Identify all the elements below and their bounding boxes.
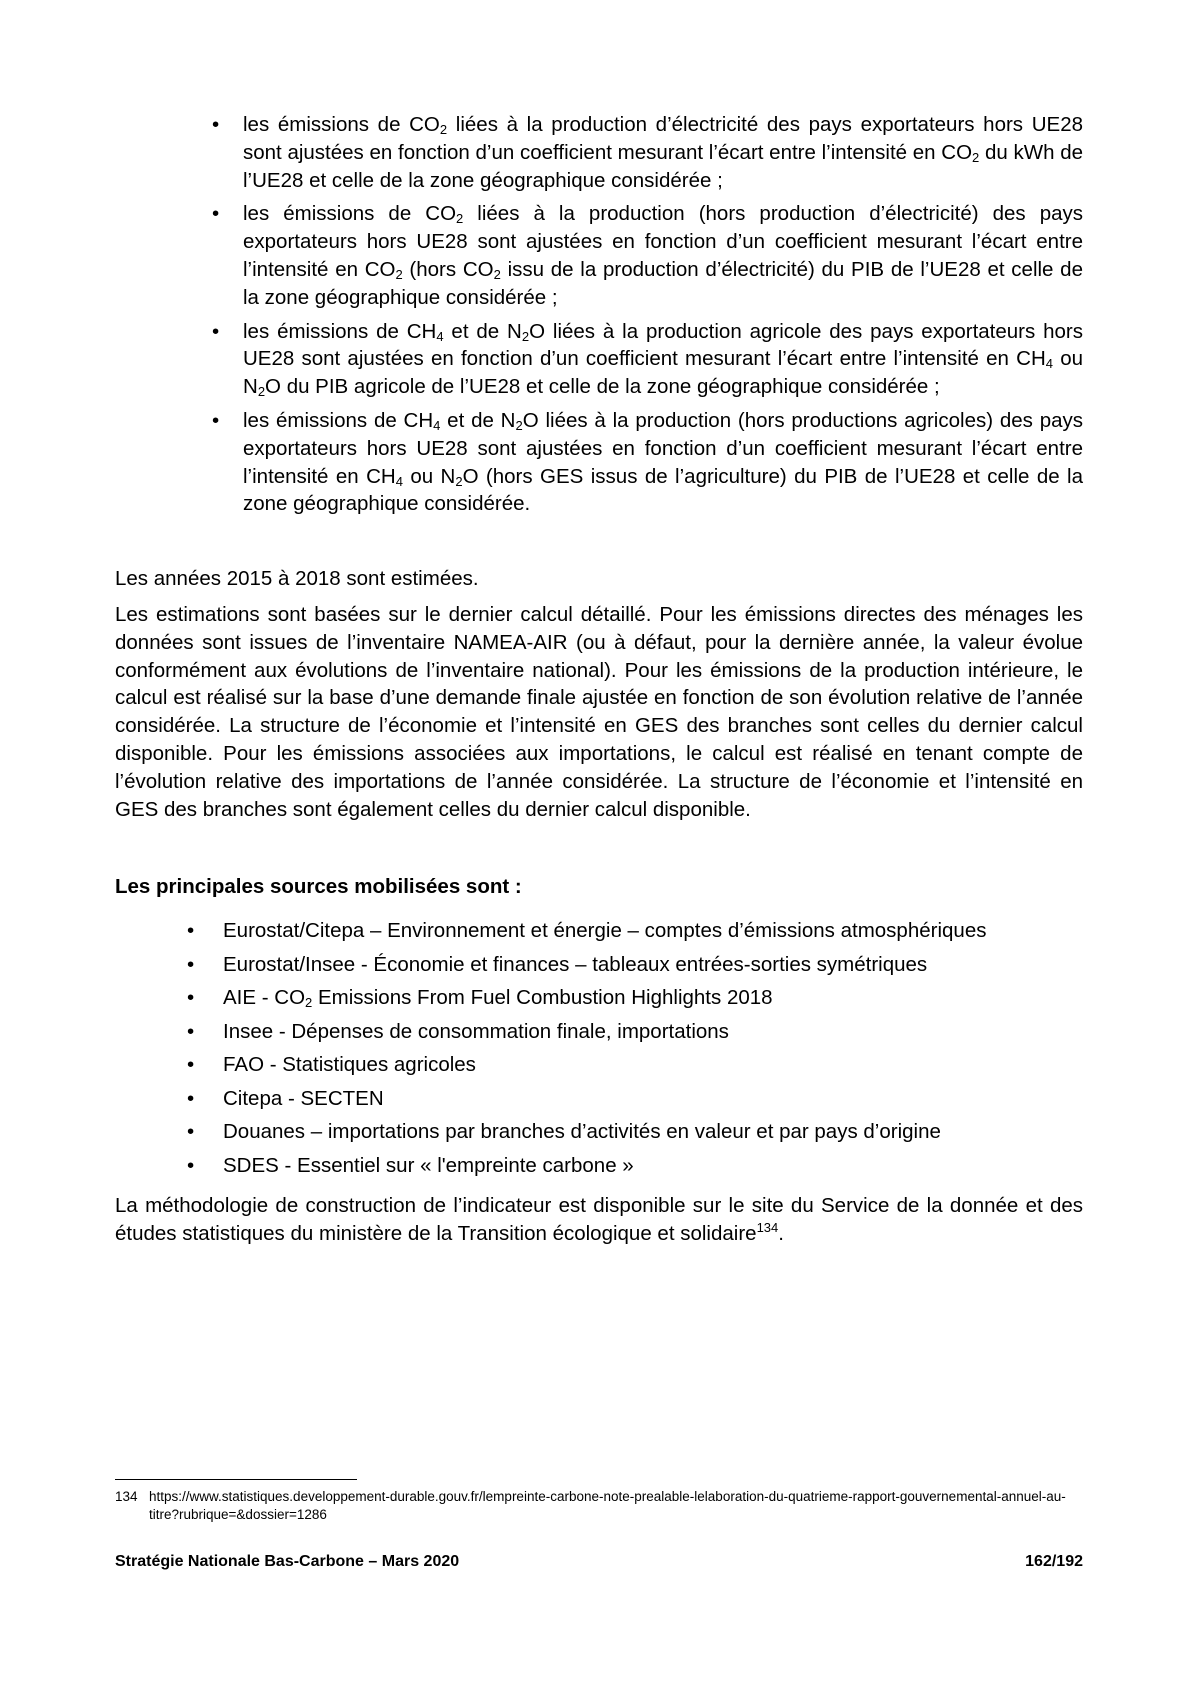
list-item: • Douanes – importations par branches d’activités en valeur et par pays d’origine (223, 1118, 1083, 1152)
list-item: • Eurostat/Insee - Économie et finances – tableaux entrées-sorties symétriques (223, 951, 1083, 985)
footnote-divider (115, 1479, 357, 1480)
list-item: • Insee - Dépenses de consommation finale, importations (223, 1018, 1083, 1052)
bullet-icon: • (187, 919, 195, 942)
sources-bullet-list (0, 917, 1190, 1185)
bullet-icon: • (187, 1086, 195, 1110)
footnote-number: 134 (115, 1489, 138, 1504)
page-number: 162/192 (1025, 1553, 1083, 1570)
footnote-reference[interactable]: 134 (756, 1219, 779, 1235)
list-item: • AIE - $CO_2$ Emissions From Fuel Combustion Highlights 2018 (187, 986, 773, 1010)
bullet-icon: • (187, 1053, 195, 1076)
bullet-icon: • (187, 1019, 195, 1043)
bullet-icon: • (212, 319, 220, 343)
footer-title: Stratégie Nationale Bas-Carbone – Mars 2020 (115, 1553, 460, 1570)
list-item: • les émissions de $CH_4$ et de $N_2O$ liées à la production agricole des pays exportateurs hors UE28 sont ajustées en fonction d’un coefficient mesurant l’écart entre l’intensité en $CH_4$ ou $N_2O$ du PIB agricole de l’UE28 et celle de la zone géographique considérée ; (212, 319, 1083, 400)
bullet-icon: • (212, 202, 220, 226)
years-paragraph: Les années 2015 à 2018 sont estimées. (115, 567, 479, 590)
sources-heading: Les principales sources mobilisées sont : (115, 875, 522, 898)
bullet-icon: • (212, 113, 220, 136)
list-item: • les émissions de $CO_2$ liées à la production (hors production d’électricité) des pays exportateurs hors UE28 sont ajustées en fonction d’un coefficient mesurant l’écart entre l’intensité en $CO_2$ (hors $CO_2$ issu de la production d’électricité) du PIB de l’UE28 et celle de la zone géographique considérée ; (212, 202, 1084, 309)
list-item: • FAO - Statistiques agricoles (223, 1051, 1083, 1085)
footnote-link[interactable]: https://www.statistiques.developpement-durable.gouv.fr/lempreinte-carbone-note-prealable-lelaboration-du-quatrieme-rapport-gouvernemental-annuel-au-titre?rubrique=&dossier=1286 (149, 1489, 1066, 1522)
list-item: • les émissions de $CO_2$ liées à la production d’électricité des pays exportateurs hors UE28 sont ajustées en fonction d’un coefficient mesurant l’écart entre l’intensité en $CO_2$ du kWh de l’UE28 et celle de la zone géographique considérée ; (212, 113, 1084, 192)
bullet-icon: • (212, 408, 220, 432)
bullet-icon: • (187, 1120, 195, 1143)
list-item: • SDES - Essentiel sur « l'empreinte carbone » (223, 1152, 1083, 1186)
list-item: • les émissions de $CH_4$ et de $N_2O$ liées à la production (hors productions agricoles) des pays exportateurs hors UE28 sont ajustées en fonction d’un coefficient mesurant l’écart entre l’intensité en $CH_4$ ou $N_2O$ (hors GES issus de l’agriculture) du PIB de l’UE28 et celle de la zone géographique considérée. (212, 408, 1083, 516)
list-item: • Eurostat/Citepa – Environnement et énergie – comptes d’émissions atmosphériques (223, 917, 1083, 951)
bullet-icon: • (187, 986, 195, 1009)
methodology-bullet-list (0, 111, 1190, 524)
bullet-icon: • (187, 952, 195, 976)
methodology-paragraph: La méthodologie de construction de l’indicateur est disponible sur le site du Service de la donnée et des études statistiques du ministère de la Transition écologique et solidaire$^{134}$. (115, 1194, 1083, 1245)
list-item: • Citepa - SECTEN (223, 1085, 1083, 1119)
bullet-icon: • (187, 1153, 195, 1177)
estimations-paragraph: Les estimations sont basées sur le dernier calcul détaillé. Pour les émissions directes des ménages les données sont issues de l’inventaire NAMEA-AIR (ou à défaut, pour la dernière année, la valeur évolue conformément aux évolutions de l’inventaire national). Pour les émissions de la production intérieure, le calcul est réalisé sur la base d’une demande finale ajustée en fonction de son évolution relative de l’année considérée. La structure de l’économie et l’intensité en GES des branches sont celles du dernier calcul disponible. Pour les émissions associées aux importations, le calcul est réalisé en tenant compte de l’évolution relative des importations de l’année considérée. La structure de l’économie et l’intensité en GES des branches sont également celles du dernier calcul disponible. (115, 603, 1083, 821)
